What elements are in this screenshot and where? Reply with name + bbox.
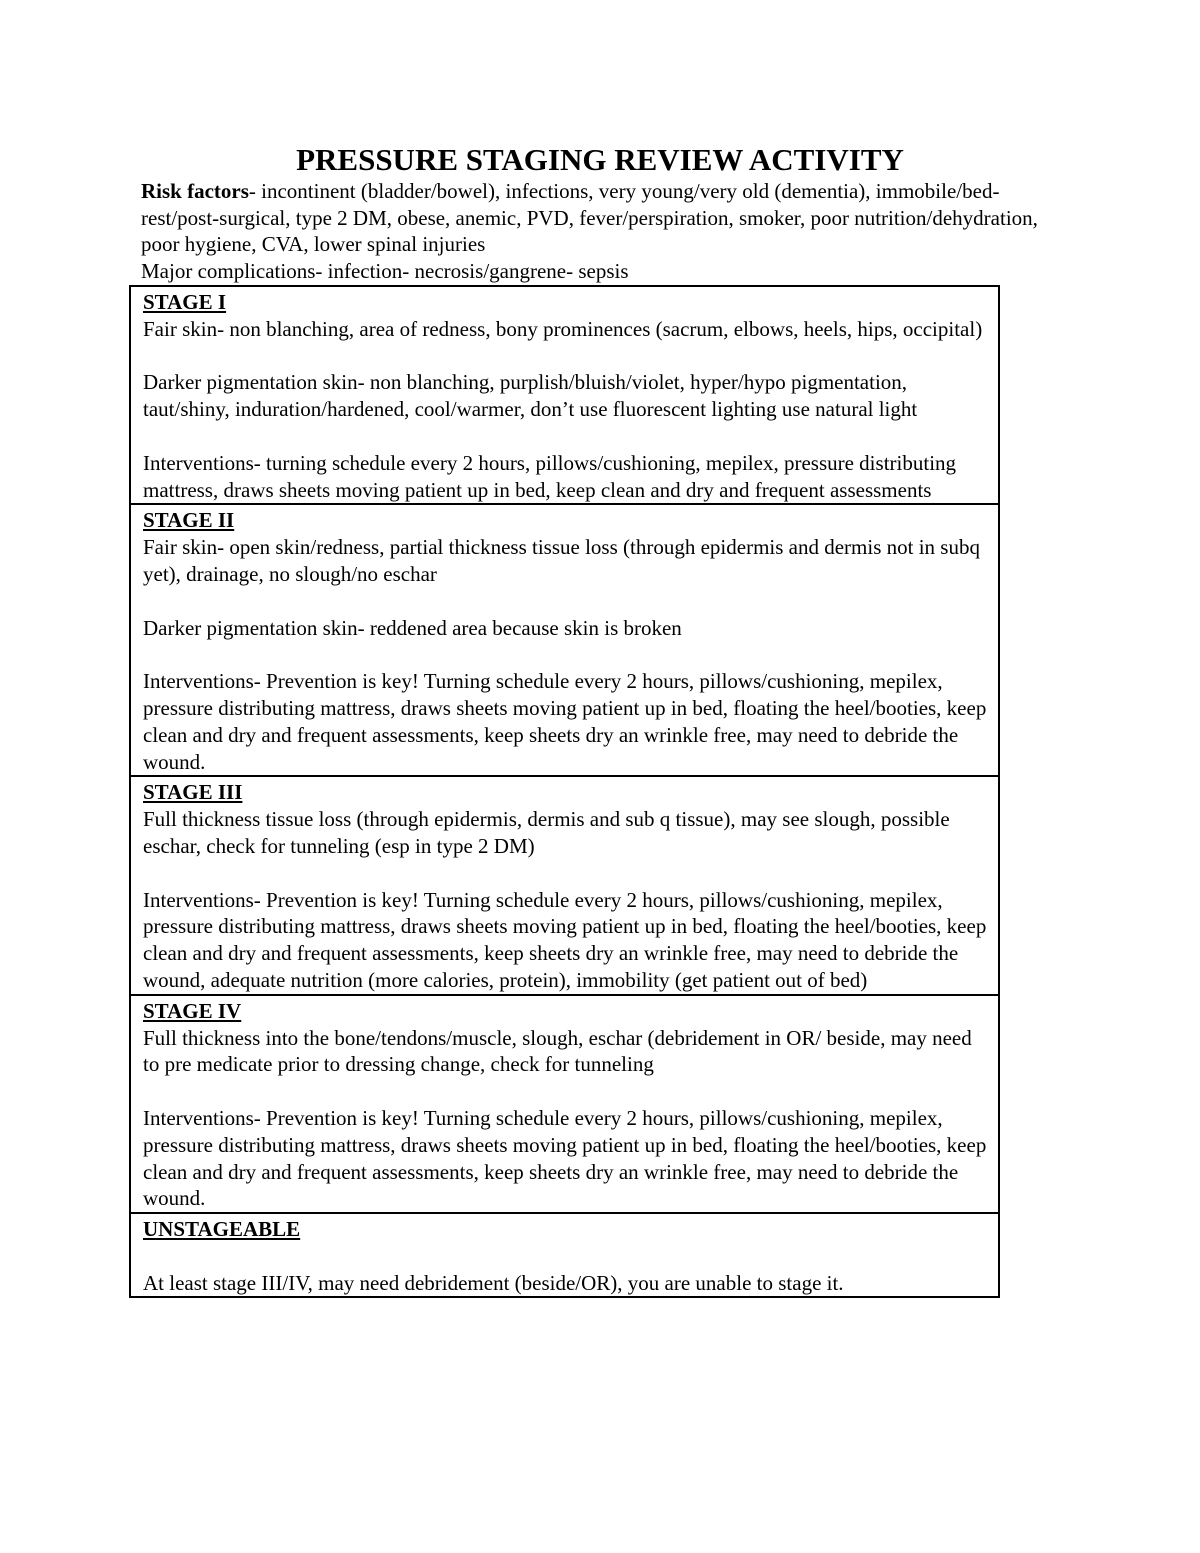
stage-body bbox=[143, 1025, 988, 1213]
stage-cell-5 bbox=[130, 1213, 999, 1297]
stage-paragraph: Interventions- Prevention is key! Turning schedule every 2 hours, pillows/cushioning, mepilex, pressure distributing mattress, draws sheets moving patient up in bed, floating the heel/booties, keep clean and dry and frequent assessments, keep sheets dry an wrinkle free, may need to debride the wound. bbox=[143, 1105, 987, 1211]
stage-cell-1 bbox=[130, 286, 999, 504]
stage-body bbox=[143, 316, 988, 504]
stage-title: STAGE III bbox=[143, 780, 243, 805]
stage-row bbox=[130, 995, 999, 1213]
stage-paragraph: Interventions- Prevention is key! Turning schedule every 2 hours, pillows/cushioning, mepilex, pressure distributing mattress, draws sheets moving patient up in bed, floating the heel/booties, keep clean and dry and frequent assessments, keep sheets dry an wrinkle free, may need to debride the wound, adequate nutrition (more calories, protein), immobility (get patient out of bed) bbox=[143, 887, 987, 992]
stage-cell-2 bbox=[130, 504, 999, 776]
stage-title: UNSTAGEABLE bbox=[143, 1217, 301, 1242]
stage-row bbox=[130, 1213, 999, 1297]
stage-paragraph: Full thickness tissue loss (through epidermis, dermis and sub q tissue), may see slough, possible eschar, check for tunneling (esp in type 2 DM) bbox=[143, 807, 950, 858]
stage-paragraph: Interventions- turning schedule every 2 hours, pillows/cushioning, mepilex, pressure distributing mattress, draws sheets moving patient up in bed, keep clean and dry and frequent assessments bbox=[143, 450, 957, 502]
stage-row bbox=[130, 286, 999, 504]
stage-title: STAGE II bbox=[143, 508, 235, 533]
stage-paragraph: At least stage III/IV, may need debridement (beside/OR), you are unable to stage it. bbox=[143, 1270, 844, 1295]
stage-body bbox=[143, 534, 988, 775]
stage-paragraph: Fair skin- open skin/redness, partial thickness tissue loss (through epidermis and dermis not in subq yet), drainage, no slough/no eschar bbox=[143, 535, 980, 586]
stage-cell-3 bbox=[130, 776, 999, 994]
major-complications: Major complications- infection- necrosis/gangrene- sepsis bbox=[141, 258, 629, 283]
intro-section bbox=[141, 178, 1041, 284]
risk-factors-label: Risk factors bbox=[141, 179, 249, 203]
stage-table bbox=[129, 285, 1000, 1298]
page-title: PRESSURE STAGING REVIEW ACTIVITY bbox=[296, 142, 904, 177]
stage-cell-4 bbox=[130, 995, 999, 1213]
blank-line bbox=[143, 1243, 988, 1270]
stage-body bbox=[143, 1243, 988, 1297]
stage-row bbox=[130, 504, 999, 776]
stage-title: STAGE IV bbox=[143, 998, 242, 1023]
risk-factors-text: - incontinent (bladder/bowel), infections, very young/very old (dementia), immobile/bed-rest/post-surgical, type 2 DM, obese, anemic, PVD, fever/perspiration, smoker, poor nutrition/dehydration, poor hygiene, CVA, lower spinal injuries bbox=[141, 179, 1038, 256]
stage-title: STAGE I bbox=[143, 290, 227, 314]
stage-paragraph: Darker pigmentation skin- reddened area because skin is broken bbox=[143, 615, 682, 640]
stage-paragraph: Darker pigmentation skin- non blanching, purplish/bluish/violet, hyper/hypo pigmentation, taut/shiny, induration/hardened, cool/warmer, don’t use fluorescent lighting use natural light bbox=[143, 370, 918, 422]
stage-paragraph: Interventions- Prevention is key! Turning schedule every 2 hours, pillows/cushioning, mepilex, pressure distributing mattress, draws sheets moving patient up in bed, floating the heel/booties, keep clean and dry and frequent assessments, keep sheets dry an wrinkle free, may need to debride the wound. bbox=[143, 669, 987, 774]
risk-factors-paragraph bbox=[141, 178, 1041, 258]
stage-paragraph: Full thickness into the bone/tendons/muscle, slough, eschar (debridement in OR/ beside, may need to pre medicate prior to dressing change, check for tunneling bbox=[143, 1025, 972, 1077]
stage-row bbox=[130, 776, 999, 994]
stage-body bbox=[143, 806, 988, 994]
stage-paragraph: Fair skin- non blanching, area of redness, bony prominences (sacrum, elbows, heels, hips, occipital) bbox=[143, 316, 983, 341]
